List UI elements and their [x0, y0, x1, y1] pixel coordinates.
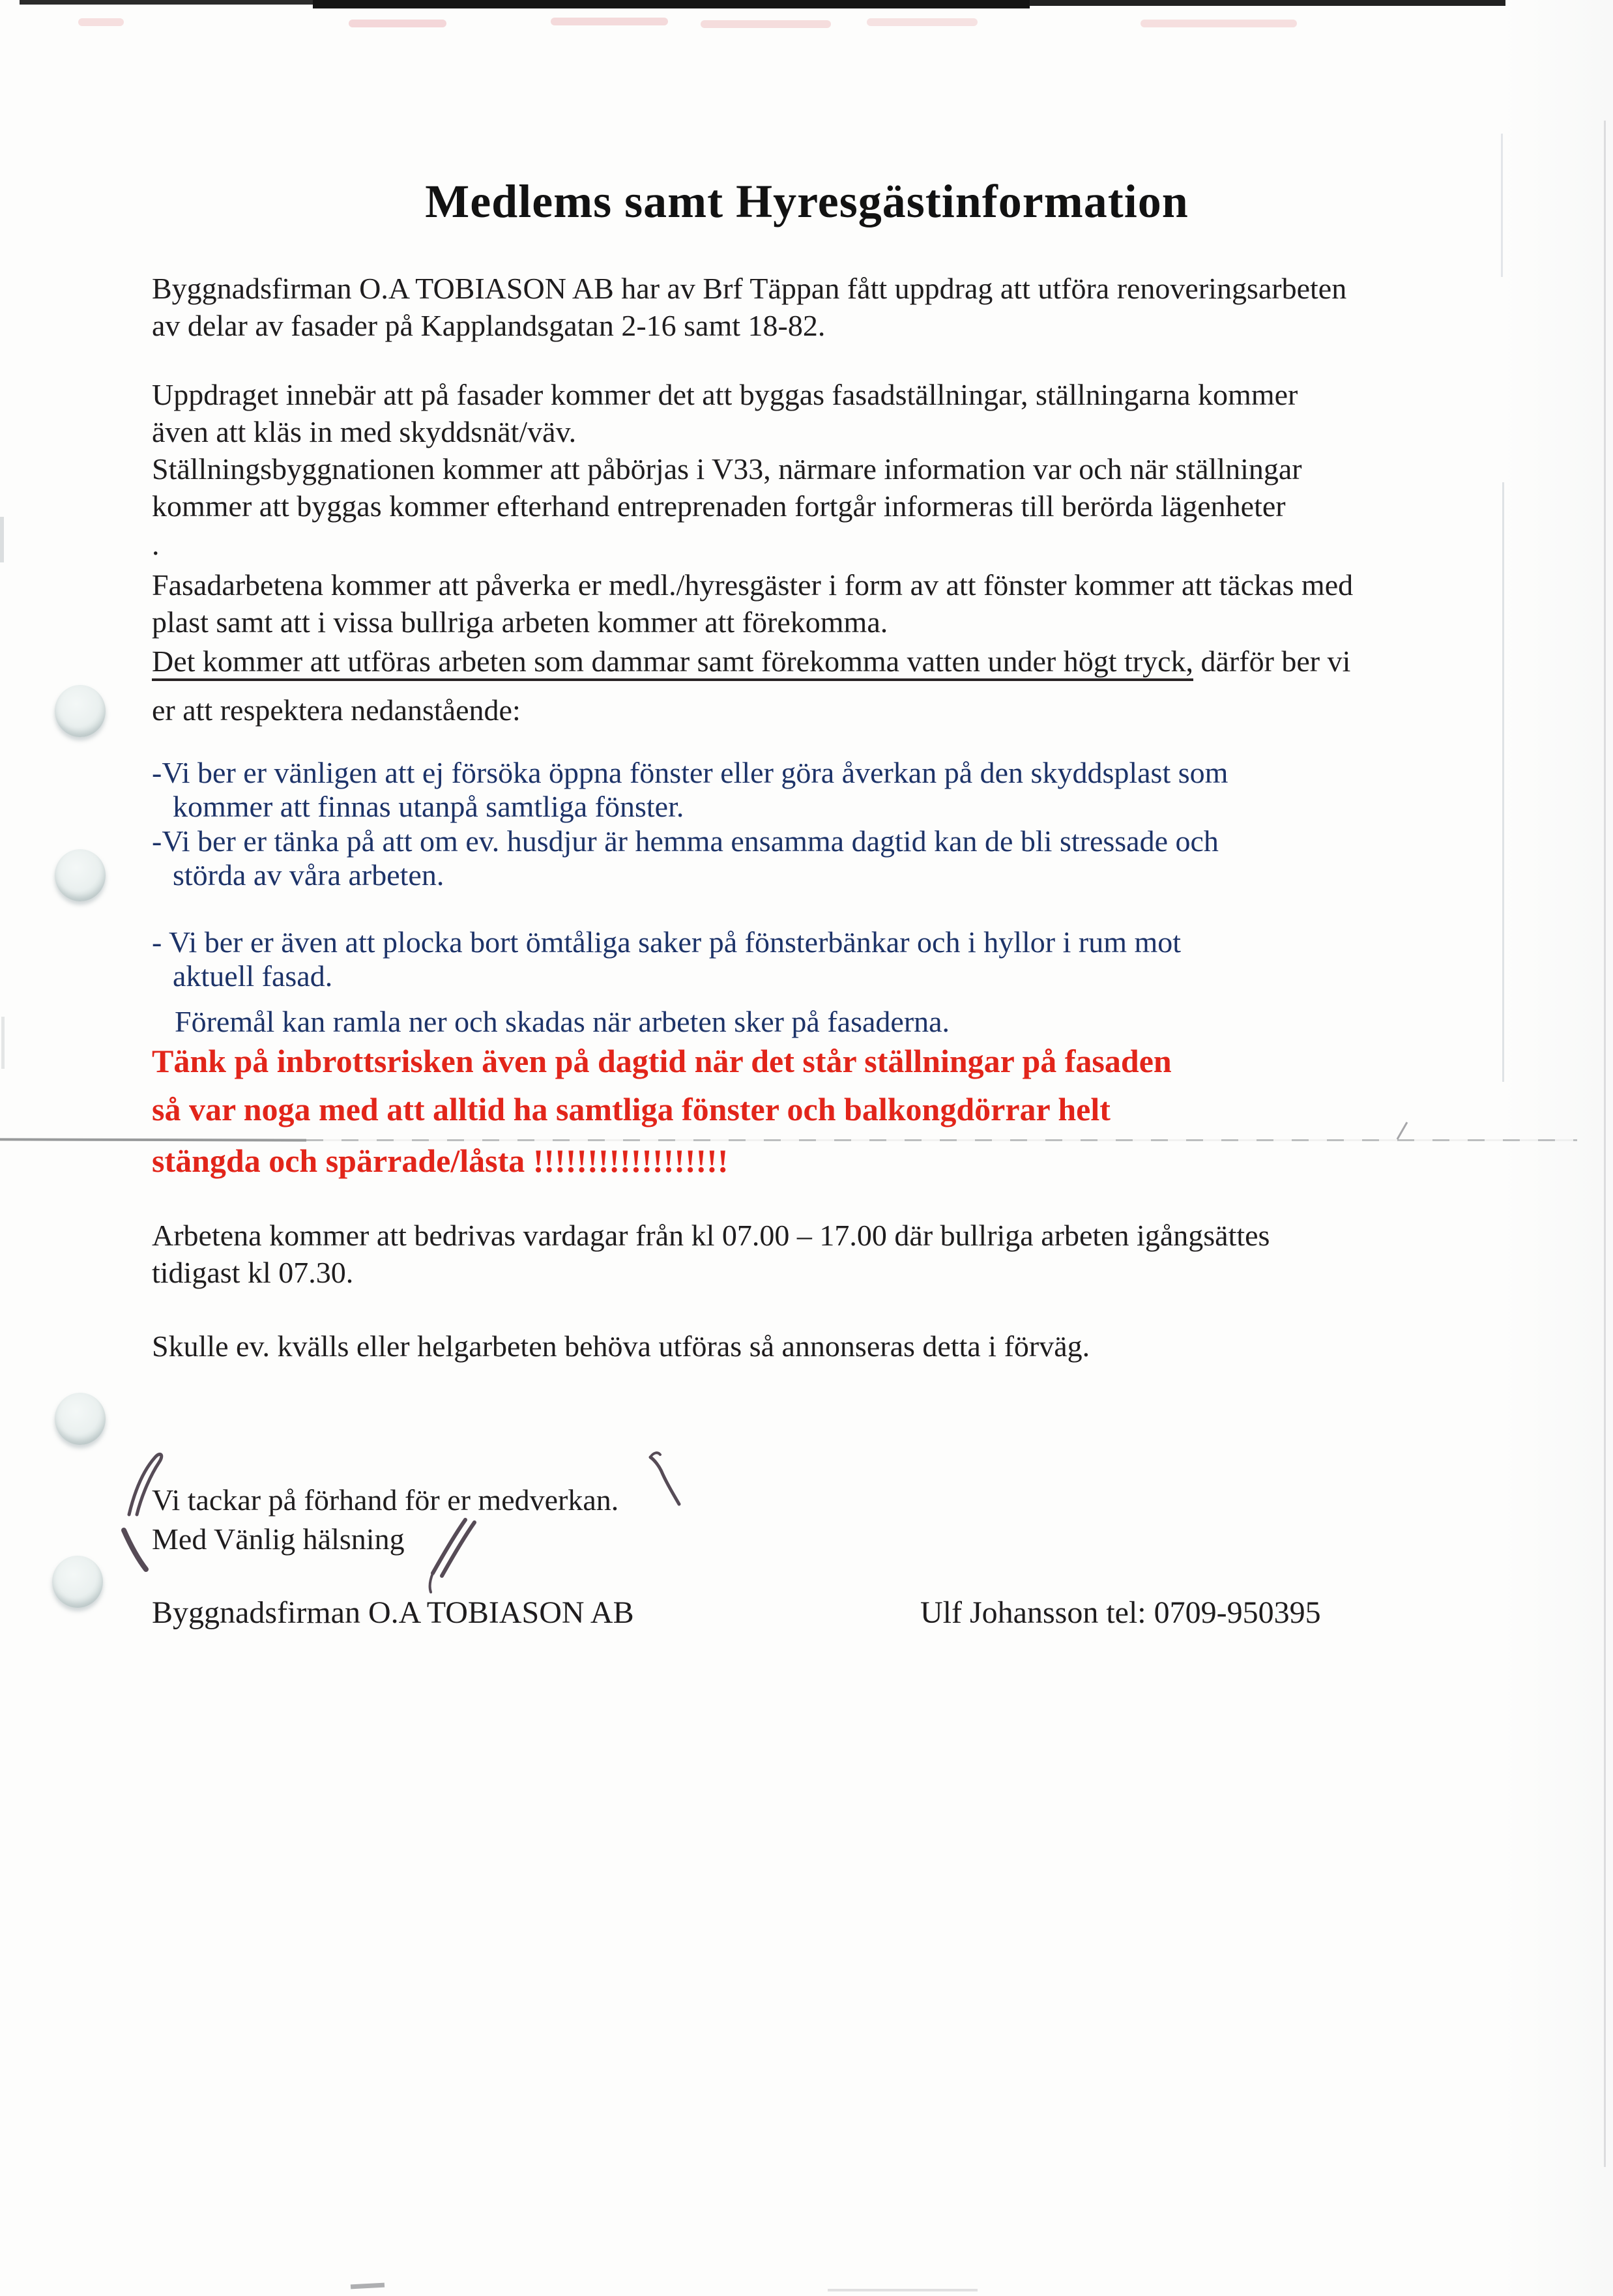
scan-bottom-smudge — [828, 2289, 978, 2291]
closing-regards-line: Med Vänlig hälsning — [152, 1522, 405, 1556]
scan-scratch-tick — [1397, 1122, 1408, 1139]
pen-stroke — [430, 1573, 433, 1592]
document-title: Medlems samt Hyresgästinformation — [425, 175, 1189, 227]
after-underline-text: därför ber vi — [1193, 645, 1351, 678]
intro-line: Byggnadsfirman O.A TOBIASON AB har av Brf Täppan fått uppdrag att utföra renoveringsarbeten — [152, 272, 1347, 305]
scan-color-smudge — [867, 18, 978, 26]
assignment-line: Uppdraget innebär att på fasader kommer det att byggas fasadställningar, ställningarna kommer — [152, 378, 1298, 411]
scan-edge-bar — [20, 0, 313, 5]
scan-edge-mark — [0, 517, 4, 562]
paper-edge-line — [1502, 482, 1504, 1082]
underlined-text: Det kommer att utföras arbeten som dammar samt förekomma vatten under högt tryck, — [152, 645, 1193, 681]
assignment-line: kommer att byggas kommer efterhand entreprenaden fortgår informeras till berörda lägenheter — [152, 489, 1286, 523]
impact-line: Fasadarbetena kommer att påverka er medl./hyresgäster i form av att fönster kommer att täckas med — [152, 568, 1354, 602]
scan-color-smudge — [1141, 20, 1297, 27]
assignment-line: även att kläs in med skyddsnät/väv. — [152, 415, 577, 448]
hole-punch — [55, 685, 106, 737]
assignment-line: Ställningsbyggnationen kommer att påbörjas i V33, närmare information var och när ställningar — [152, 452, 1302, 486]
scan-edge-bar — [1030, 0, 1505, 6]
scan-scratch-line — [306, 1139, 1577, 1141]
pen-stroke — [650, 1457, 679, 1504]
intro-line: av delar av fasader på Kapplandsgatan 2-16 samt 18-82. — [152, 309, 826, 342]
paper-edge-line — [1604, 121, 1606, 2167]
pen-stroke — [433, 1520, 465, 1573]
footer-contact: Ulf Johansson tel: 0709-950395 — [920, 1595, 1321, 1630]
warning-line: Tänk på inbrottsrisken även på dagtid när det står ställningar på fasaden — [152, 1043, 1172, 1079]
request-line: aktuell fasad. — [173, 959, 333, 993]
schedule-line: tidigast kl 07.30. — [152, 1256, 354, 1289]
scan-edge-bar — [313, 0, 1030, 8]
hole-punch — [55, 1393, 106, 1445]
request-line: -Vi ber er vänligen att ej försöka öppna fönster eller göra åverkan på den skyddsplast som — [152, 756, 1228, 789]
request-line: kommer att finnas utanpå samtliga fönster. — [173, 790, 684, 823]
scan-scratch-line — [0, 1138, 306, 1141]
pen-stroke — [124, 1530, 146, 1569]
request-line: -Vi ber er tänka på att om ev. husdjur är hemma ensamma dagtid kan de bli stressade och — [152, 824, 1219, 858]
footer-company: Byggnadsfirman O.A TOBIASON AB — [152, 1595, 634, 1630]
warning-line: stängda och spärrade/låsta !!!!!!!!!!!!!!!!!! — [152, 1142, 729, 1179]
paper-edge-line — [1501, 134, 1503, 277]
pen-stroke — [442, 1522, 474, 1576]
schedule-line: Arbetena kommer att bedrivas vardagar från kl 07.00 – 17.00 där bullriga arbeten igångsättes — [152, 1219, 1270, 1252]
impact-line-underlined — [152, 642, 1350, 681]
request-line: störda av våra arbeten. — [173, 858, 444, 892]
pen-stroke — [650, 1453, 660, 1457]
request-line: Föremål kan ramla ner och skadas när arbeten sker på fasaderna. — [175, 1005, 950, 1038]
assignment-line: . — [152, 528, 160, 561]
closing-thanks-line: Vi tackar på förhand för er medverkan. — [152, 1483, 619, 1517]
scan-color-smudge — [78, 18, 124, 26]
hole-punch — [55, 849, 106, 901]
scan-color-smudge — [701, 20, 831, 28]
scan-edge-mark — [1, 1017, 5, 1069]
evening-note-line: Skulle ev. kvälls eller helgarbeten behöva utföras så annonseras detta i förväg. — [152, 1330, 1090, 1363]
impact-line: er att respektera nedanstående: — [152, 693, 521, 727]
impact-line: plast samt att i vissa bullriga arbeten kommer att förekomma. — [152, 605, 888, 639]
scan-color-smudge — [551, 18, 668, 25]
scan-color-smudge — [349, 20, 446, 27]
request-line: - Vi ber er även att plocka bort ömtåliga saker på fönsterbänkar och i hyllor i rum mot — [152, 925, 1182, 959]
warning-line: så var noga med att alltid ha samtliga fönster och balkongdörrar helt — [152, 1091, 1111, 1127]
scan-bottom-dash — [351, 2283, 385, 2289]
hole-punch — [52, 1556, 103, 1608]
